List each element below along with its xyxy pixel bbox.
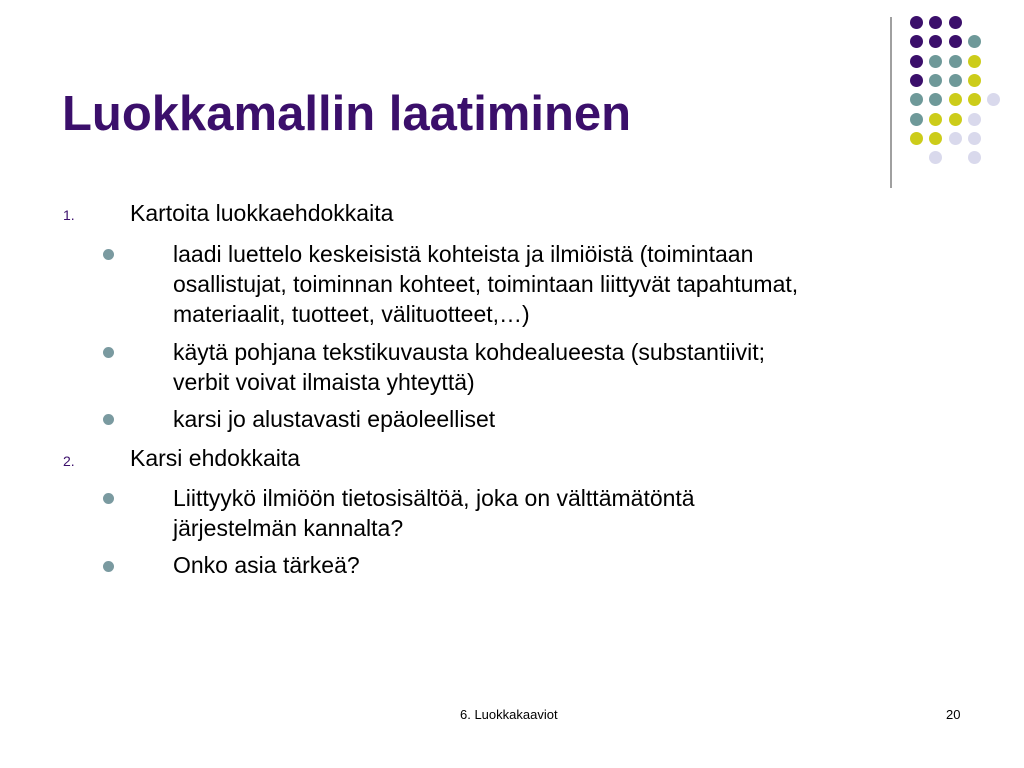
decorative-dot [929,55,942,68]
decorative-dot [949,74,962,87]
bullet-item-2-1 [173,483,695,543]
bullet-marker [103,414,114,425]
bullet-item-2-2 [173,550,360,580]
decorative-dot-grid [910,16,1010,166]
bullet-line: laadi luettelo keskeisistä kohteista ja ilmiöistä (toimintaan [173,241,754,267]
decorative-dot [929,35,942,48]
bullet-line: karsi jo alustavasti epäoleelliset [173,406,496,432]
bullet-marker [103,249,114,260]
decorative-dot [949,113,962,126]
bullet-line: osallistujat, toiminnan kohteet, toimintaan liittyvät tapahtumat, [173,271,799,297]
decorative-dot [910,16,923,29]
decorative-dot [949,55,962,68]
decorative-dot [968,35,981,48]
decorative-dot [910,93,923,106]
decorative-dot [968,151,981,164]
decorative-dot [968,55,981,68]
decorative-divider [890,17,892,188]
decorative-dot [910,113,923,126]
section-number-2: 2. [63,453,75,469]
decorative-dot [910,74,923,87]
decorative-dot [910,55,923,68]
bullet-marker [103,347,114,358]
decorative-dot [910,35,923,48]
section-heading-2: Karsi ehdokkaita [130,445,301,471]
page-number: 20 [946,707,961,722]
slide-title: Luokkamallin laatiminen [62,87,632,141]
bullet-line: materiaalit, tuotteet, välituotteet,…) [173,301,530,327]
bullet-item-1-3 [173,404,495,434]
decorative-dot [929,16,942,29]
decorative-dot [968,132,981,145]
section-number-1: 1. [63,207,75,223]
bullet-item-1-1 [173,239,798,329]
decorative-dot [949,93,962,106]
decorative-dot [987,93,1000,106]
decorative-dot [968,93,981,106]
decorative-dot [949,35,962,48]
decorative-dot [929,132,942,145]
decorative-dot [929,74,942,87]
bullet-line: käytä pohjana tekstikuvausta kohdealueesta (substantiivit; [173,339,765,365]
bullet-marker [103,561,114,572]
decorative-dot [929,151,942,164]
decorative-dot [968,113,981,126]
bullet-line: verbit voivat ilmaista yhteyttä) [173,369,475,395]
footer-title: 6. Luokkakaaviot [460,707,558,722]
bullet-line: järjestelmän kannalta? [173,515,404,541]
decorative-dot [949,16,962,29]
decorative-dot [949,132,962,145]
section-heading-1: Kartoita luokkaehdokkaita [130,200,394,226]
bullet-marker [103,493,114,504]
bullet-item-1-2 [173,337,765,397]
decorative-dot [929,113,942,126]
decorative-dot [910,132,923,145]
bullet-line: Liittyykö ilmiöön tietosisältöä, joka on välttämätöntä [173,485,695,511]
decorative-dot [929,93,942,106]
decorative-dot [968,74,981,87]
bullet-line: Onko asia tärkeä? [173,552,360,578]
